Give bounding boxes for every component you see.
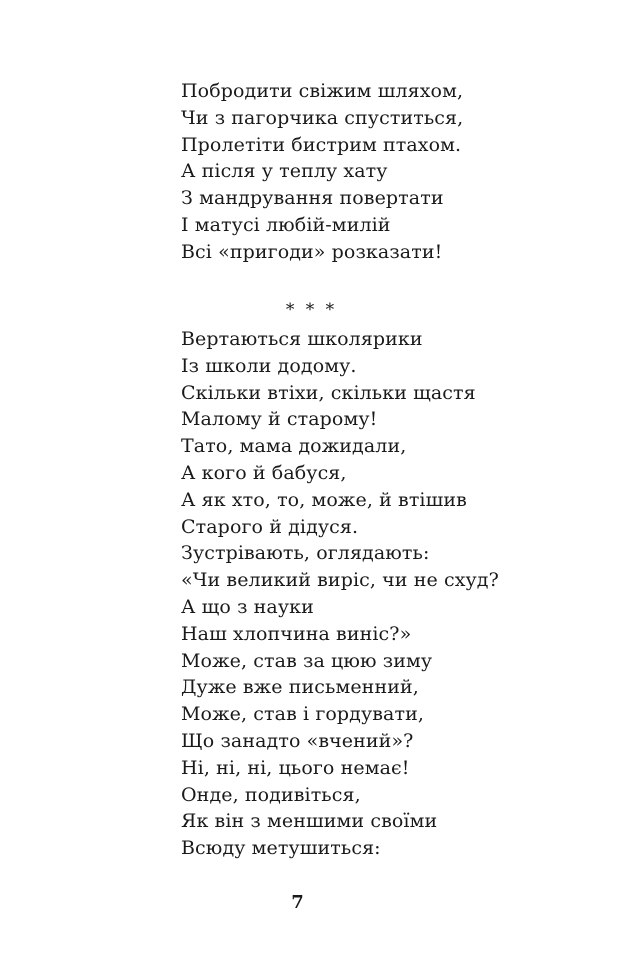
poem-stanza-1: [181, 78, 463, 266]
page-number: 7: [291, 892, 304, 913]
poem-line: Що занадто «вчений»?: [181, 729, 414, 752]
poem-line: Як він з меншими своїми: [181, 810, 438, 833]
poem-line: «Чи великий виріс, чи не схуд?: [181, 569, 499, 592]
poem-line: Вертаються школярики: [181, 328, 423, 350]
poem-line: Пролетіти бистрим птахом.: [181, 133, 462, 156]
poem-stanza-2: [181, 326, 499, 862]
poem-line: Наш хлопчина виніс?»: [181, 622, 412, 645]
poem-line: Всюду метушиться:: [181, 837, 381, 860]
poem-line: Старого й дідуся.: [181, 515, 359, 538]
poem-line: Малому й старому!: [181, 408, 378, 431]
poem-line: З мандрування повертати: [181, 187, 444, 210]
poem-line: І матусі любій-милій: [181, 213, 391, 236]
poem-line: А після у теплу хату: [181, 160, 388, 183]
poem-line: Тато, мама дожидали,: [181, 435, 407, 458]
poem-line: Ні, ні, ні, цього немає!: [181, 756, 410, 779]
poem-line: Дуже вже письменний,: [181, 676, 419, 699]
poem-line: Побродити свіжим шляхом,: [181, 80, 464, 102]
poem-line: Може, став за цюю зиму: [181, 649, 433, 672]
poem-line: А кого й бабуся,: [181, 461, 347, 484]
poem-line: Може, став і гордувати,: [181, 703, 425, 726]
poem-line: Всі «пригоди» розказати!: [181, 240, 443, 263]
stanza-separator: * * *: [285, 300, 338, 320]
poem-line: Зустрівають, оглядають:: [181, 542, 430, 565]
poem-line: Із школи додому.: [181, 354, 357, 377]
poem-line: Скільки втіхи, скільки щастя: [181, 381, 476, 404]
poem-line: Чи з пагорчика спуститься,: [181, 106, 464, 129]
poem-line: А як хто, то, може, й втішив: [181, 488, 467, 511]
poem-line: Онде, подивіться,: [181, 783, 361, 806]
poem-line: А що з науки: [181, 595, 314, 618]
